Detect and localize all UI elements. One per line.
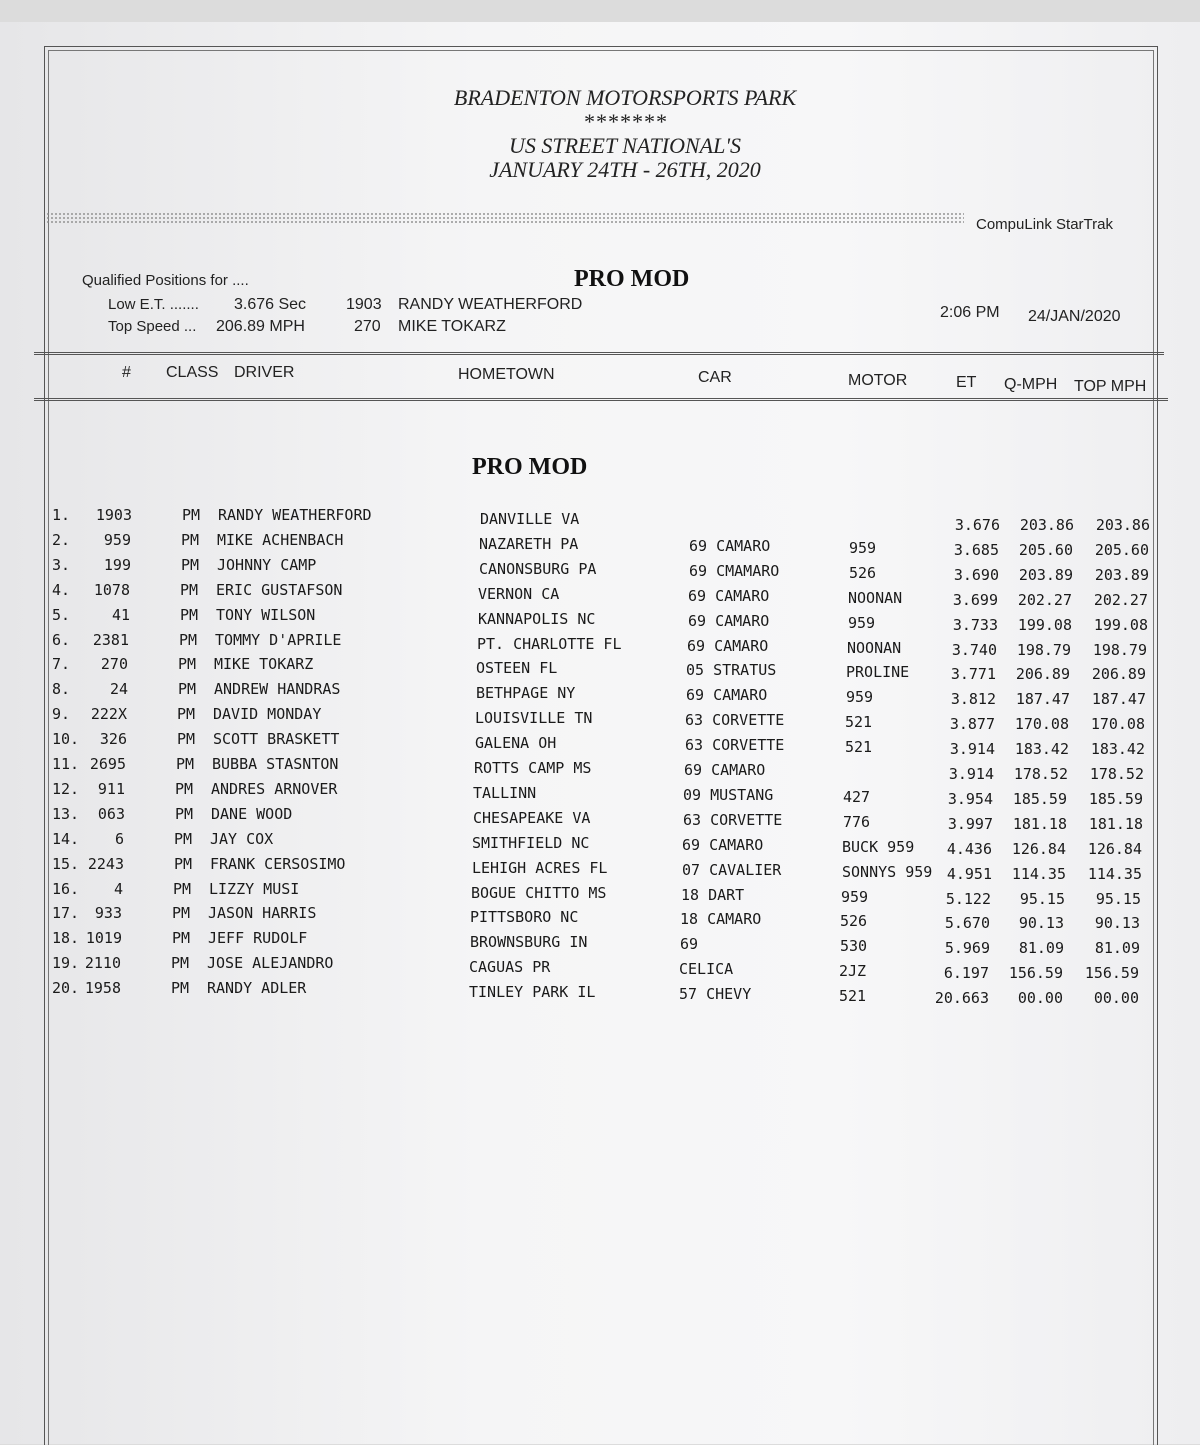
cell-car: 57 CHEVY [679, 985, 752, 1004]
cell-hometown: BROWNSBURG IN [470, 933, 588, 952]
cell-motor: 526 [840, 912, 868, 931]
cell-class: PM [172, 904, 191, 923]
col-header-class: CLASS [166, 364, 219, 381]
col-header-qmph: Q-MPH [1004, 376, 1058, 393]
cell-motor: 530 [840, 937, 868, 956]
cell-hometown: DANVILLE VA [480, 510, 580, 528]
cell-driver: ERIC GUSTAFSON [216, 580, 343, 599]
cell-hometown: BOGUE CHITTO MS [471, 883, 607, 902]
cell-hometown: VERNON CA [478, 584, 560, 603]
cell-car-number: 1078 [93, 580, 130, 599]
cell-driver: SCOTT BRASKETT [213, 730, 340, 749]
cell-driver: JAY COX [210, 829, 274, 848]
col-header-driver: DRIVER [234, 364, 295, 381]
cell-car-number: 1958 [84, 979, 121, 998]
cell-driver: JOHNNY CAMP [217, 555, 317, 574]
cell-position: 11. [52, 755, 80, 773]
cell-qmph: 198.79 [1016, 640, 1071, 659]
cell-car-number: 933 [94, 904, 122, 923]
table-row [0, 904, 1200, 933]
cell-hometown: CHESAPEAKE VA [473, 808, 591, 827]
cell-et: 20.663 [934, 989, 989, 1008]
cell-topmph: 81.09 [1094, 939, 1140, 958]
cell-car: 18 DART [681, 885, 745, 904]
cell-qmph: 203.86 [1019, 516, 1074, 534]
cell-car: 05 STRATUS [686, 661, 777, 680]
cell-et: 5.670 [944, 914, 990, 933]
cell-et: 3.914 [948, 765, 994, 783]
cell-hometown: NAZARETH PA [479, 534, 579, 553]
cell-position: 2. [52, 530, 71, 549]
cell-hometown: PT. CHARLOTTE FL [477, 634, 622, 653]
table-row [0, 655, 1200, 684]
cell-car-number: 4 [113, 879, 123, 898]
cell-qmph: 202.27 [1017, 590, 1072, 609]
cell-position: 15. [52, 854, 80, 873]
cell-topmph: 178.52 [1089, 765, 1144, 783]
cell-position: 17. [52, 904, 80, 923]
cell-motor: SONNYS 959 [842, 862, 933, 881]
cell-et: 6.197 [943, 964, 989, 983]
table-row [0, 779, 1200, 808]
cell-et: 4.951 [946, 864, 992, 883]
cell-car-number: 2110 [84, 954, 121, 973]
cell-topmph: 203.89 [1094, 565, 1149, 584]
cell-motor: 427 [843, 787, 871, 806]
cell-class: PM [171, 954, 190, 973]
cell-car: 07 CAVALIER [682, 860, 782, 879]
cell-position: 5. [52, 605, 71, 624]
cell-class: PM [175, 779, 194, 798]
cell-class: PM [182, 506, 201, 524]
low-et-number: 1903 [346, 296, 382, 313]
cell-topmph: 00.00 [1093, 989, 1139, 1008]
cell-motor: 521 [839, 987, 867, 1006]
table-row [0, 680, 1200, 709]
cell-motor: 959 [846, 688, 874, 707]
cell-driver: BUBBA STASNTON [212, 755, 339, 773]
cell-car-number: 41 [111, 605, 130, 624]
cell-qmph: 156.59 [1008, 964, 1063, 983]
cell-topmph: 181.18 [1088, 814, 1143, 833]
cell-car: 69 CAMARO [684, 761, 766, 779]
cell-qmph: 126.84 [1011, 839, 1066, 858]
cell-driver: JASON HARRIS [208, 904, 317, 923]
cell-hometown: KANNAPOLIS NC [478, 609, 596, 628]
cell-et: 3.877 [949, 715, 995, 734]
cell-driver: DAVID MONDAY [213, 705, 322, 724]
cell-class: PM [180, 580, 199, 599]
cell-car: 69 CAMARO [688, 586, 770, 605]
cell-car: 69 CAMARO [682, 835, 764, 854]
cell-class: PM [176, 755, 195, 773]
cell-topmph: 183.42 [1090, 740, 1145, 759]
event-name: US STREET NATIONAL'S [508, 133, 742, 158]
top-speed-number: 270 [354, 318, 381, 335]
cell-position: 6. [52, 630, 71, 649]
cell-car: 63 CORVETTE [683, 810, 783, 829]
cell-class: PM [178, 680, 197, 699]
cell-motor: NOONAN [847, 638, 902, 657]
cell-position: 12. [52, 779, 80, 798]
cell-topmph: 95.15 [1095, 889, 1141, 908]
col-header-car: CAR [698, 369, 732, 386]
cell-car-number: 911 [97, 779, 125, 798]
cell-car-number: 326 [99, 730, 127, 749]
cell-class: PM [177, 705, 196, 724]
cell-class: PM [181, 530, 200, 549]
cell-et: 3.699 [952, 590, 998, 609]
cell-hometown: CANONSBURG PA [479, 559, 597, 578]
col-header-motor: MOTOR [848, 372, 908, 389]
cell-car-number: 1019 [85, 929, 122, 948]
cell-motor: 526 [849, 563, 877, 582]
cell-driver: MIKE TOKARZ [214, 655, 314, 674]
cell-qmph: 90.13 [1018, 914, 1064, 933]
cell-class: PM [174, 854, 193, 873]
cell-hometown: TALLINN [473, 783, 537, 802]
table-row [0, 929, 1200, 958]
cell-topmph: 203.86 [1095, 516, 1150, 534]
cell-qmph: 199.08 [1017, 615, 1072, 634]
cell-driver: ANDREW HANDRAS [214, 680, 341, 699]
cell-topmph: 126.84 [1087, 839, 1142, 858]
cell-et: 3.914 [949, 740, 995, 759]
report-time: 2:06 PM [940, 304, 1000, 321]
cell-et: 4.436 [946, 839, 992, 858]
cell-car: 63 CORVETTE [685, 711, 785, 730]
qualified-label: Qualified Positions for .... [82, 272, 249, 289]
cell-driver: ANDRES ARNOVER [211, 779, 338, 798]
cell-car-number: 2695 [89, 755, 126, 773]
cell-car-number: 2381 [92, 630, 129, 649]
cell-driver: RANDY ADLER [207, 979, 307, 998]
cell-topmph: 185.59 [1088, 789, 1143, 808]
cell-car-number: 959 [103, 530, 131, 549]
cell-class: PM [177, 730, 196, 749]
cell-qmph: 81.09 [1018, 939, 1064, 958]
cell-et: 5.969 [944, 939, 990, 958]
table-row [0, 506, 1200, 534]
cell-topmph: 205.60 [1094, 540, 1149, 559]
cell-et: 3.690 [953, 565, 999, 584]
table-row [0, 705, 1200, 734]
low-et-label: Low E.T. ....... [108, 296, 199, 313]
cell-et: 3.740 [951, 640, 997, 659]
cell-motor: PROLINE [846, 663, 910, 682]
cell-position: 9. [52, 705, 71, 724]
table-row [0, 730, 1200, 759]
cell-et: 3.771 [950, 665, 996, 684]
table-row [0, 879, 1200, 908]
top-speed-value: 206.89 MPH [216, 318, 305, 335]
title-stars: ******* [583, 109, 667, 134]
dotted-separator [46, 212, 964, 224]
header-rule-bottom [34, 398, 1168, 399]
header-rule-bottom-2 [34, 400, 1168, 401]
cell-class: PM [175, 804, 194, 823]
cell-hometown: BETHPAGE NY [476, 684, 576, 703]
col-header-hometown: HOMETOWN [458, 366, 555, 383]
cell-qmph: 114.35 [1011, 864, 1066, 883]
table-row [0, 530, 1200, 559]
cell-qmph: 183.42 [1014, 740, 1069, 759]
section-title: PRO MOD [472, 454, 588, 480]
cell-topmph: 170.08 [1090, 715, 1145, 734]
cell-car: 69 CAMARO [686, 686, 768, 705]
cell-qmph: 203.89 [1018, 565, 1073, 584]
table-row [0, 630, 1200, 659]
cell-motor: 959 [848, 613, 876, 632]
cell-driver: JEFF RUDOLF [208, 929, 308, 948]
cell-class: PM [178, 655, 197, 674]
cell-car: 69 CMAMARO [689, 561, 780, 580]
cell-car-number: 222X [90, 705, 127, 724]
top-speed-driver: MIKE TOKARZ [398, 318, 506, 335]
cell-qmph: 206.89 [1015, 665, 1070, 684]
header-rule-top-2 [34, 354, 1164, 355]
cell-driver: TOMMY D'APRILE [215, 630, 342, 649]
cell-car: 69 CAMARO [687, 636, 769, 655]
cell-car: 18 CAMARO [680, 910, 762, 929]
table-row [0, 954, 1200, 983]
track-name: BRADENTON MOTORSPORTS PARK [453, 85, 797, 110]
cell-topmph: 90.13 [1094, 914, 1140, 933]
cell-topmph: 187.47 [1091, 690, 1146, 709]
cell-class: PM [172, 929, 191, 948]
table-row [0, 804, 1200, 833]
event-dates: JANUARY 24TH - 26TH, 2020 [489, 157, 761, 182]
cell-class: PM [171, 979, 190, 998]
cell-hometown: OSTEEN FL [476, 659, 558, 678]
cell-position: 19. [52, 954, 80, 973]
cell-motor: 959 [849, 538, 877, 557]
cell-hometown: LEHIGH ACRES FL [472, 858, 608, 877]
cell-qmph: 00.00 [1017, 989, 1063, 1008]
cell-car-number: 1903 [95, 506, 132, 524]
cell-qmph: 170.08 [1014, 715, 1069, 734]
cell-position: 3. [52, 555, 71, 574]
cell-car-number: 270 [100, 655, 128, 674]
cell-qmph: 205.60 [1018, 540, 1073, 559]
cell-position: 10. [52, 730, 80, 749]
cell-topmph: 206.89 [1091, 665, 1146, 684]
cell-driver: JOSE ALEJANDRO [207, 954, 334, 973]
cell-topmph: 156.59 [1084, 964, 1139, 983]
cell-car-number: 063 [97, 804, 125, 823]
cell-et: 3.676 [954, 516, 1000, 534]
cell-hometown: CAGUAS PR [469, 958, 551, 977]
cell-et: 3.997 [947, 814, 993, 833]
cell-class: PM [181, 555, 200, 574]
table-row [0, 829, 1200, 858]
cell-car: 69 [680, 935, 699, 954]
cell-qmph: 185.59 [1012, 789, 1067, 808]
cell-position: 16. [52, 879, 80, 898]
cell-motor: 521 [845, 738, 873, 757]
cell-et: 3.685 [953, 540, 999, 559]
cell-motor: 776 [843, 812, 871, 831]
low-et-value: 3.676 Sec [234, 296, 307, 313]
cell-et: 3.733 [952, 615, 998, 634]
cell-driver: FRANK CERSOSIMO [210, 854, 346, 873]
cell-qmph: 178.52 [1013, 765, 1068, 783]
table-row [0, 755, 1200, 783]
cell-driver: DANE WOOD [211, 804, 293, 823]
cell-qmph: 181.18 [1012, 814, 1067, 833]
col-header-number: # [122, 364, 131, 381]
cell-car: 69 CAMARO [688, 611, 770, 630]
cell-motor: NOONAN [848, 588, 903, 607]
cell-driver: RANDY WEATHERFORD [218, 506, 372, 524]
cell-position: 7. [52, 655, 71, 674]
cell-class: PM [179, 630, 198, 649]
class-title: PRO MOD [574, 266, 690, 292]
low-et-driver: RANDY WEATHERFORD [398, 296, 583, 313]
table-row [0, 580, 1200, 609]
cell-driver: MIKE ACHENBACH [217, 530, 344, 549]
cell-class: PM [180, 605, 199, 624]
cell-position: 13. [52, 804, 80, 823]
table-row [0, 979, 1200, 1008]
cell-topmph: 114.35 [1087, 864, 1142, 883]
cell-topmph: 202.27 [1093, 590, 1148, 609]
cell-topmph: 199.08 [1093, 615, 1148, 634]
cell-car: 63 CORVETTE [685, 736, 785, 755]
top-speed-label: Top Speed ... [108, 318, 197, 335]
report-date: 24/JAN/2020 [1028, 308, 1121, 325]
cell-et: 5.122 [945, 889, 991, 908]
cell-position: 1. [52, 506, 71, 524]
cell-hometown: ROTTS CAMP MS [474, 759, 592, 777]
table-row [0, 605, 1200, 634]
table-row [0, 555, 1200, 584]
cell-motor: BUCK 959 [842, 837, 915, 856]
cell-class: PM [174, 829, 193, 848]
cell-hometown: GALENA OH [475, 734, 557, 753]
cell-motor: 521 [845, 713, 873, 732]
cell-car: 69 CAMARO [689, 536, 771, 555]
cell-position: 8. [52, 680, 71, 699]
cell-position: 14. [52, 829, 80, 848]
cell-qmph: 95.15 [1019, 889, 1065, 908]
cell-driver: LIZZY MUSI [209, 879, 300, 898]
cell-position: 20. [52, 979, 80, 998]
cell-hometown: PITTSBORO NC [470, 908, 579, 927]
cell-hometown: SMITHFIELD NC [472, 833, 590, 852]
cell-hometown: LOUISVILLE TN [475, 709, 593, 728]
brand-label: CompuLink StarTrak [976, 216, 1113, 233]
cell-hometown: TINLEY PARK IL [469, 983, 596, 1002]
table-row [0, 854, 1200, 883]
cell-car-number: 24 [109, 680, 128, 699]
report-title [300, 86, 950, 182]
cell-position: 4. [52, 580, 71, 599]
cell-car: 09 MUSTANG [683, 785, 774, 804]
cell-driver: TONY WILSON [216, 605, 316, 624]
cell-class: PM [173, 879, 192, 898]
cell-qmph: 187.47 [1015, 690, 1070, 709]
cell-motor: 959 [841, 887, 869, 906]
header-rule-top [34, 352, 1164, 353]
cell-car-number: 2243 [87, 854, 124, 873]
col-header-topmph: TOP MPH [1074, 378, 1147, 395]
cell-car-number: 199 [103, 555, 131, 574]
cell-et: 3.812 [950, 690, 996, 709]
cell-car-number: 6 [114, 829, 124, 848]
col-header-et: ET [956, 374, 977, 391]
cell-et: 3.954 [947, 789, 993, 808]
cell-position: 18. [52, 929, 80, 948]
cell-car: CELICA [679, 960, 734, 979]
cell-topmph: 198.79 [1092, 640, 1147, 659]
cell-motor: 2JZ [839, 962, 867, 981]
